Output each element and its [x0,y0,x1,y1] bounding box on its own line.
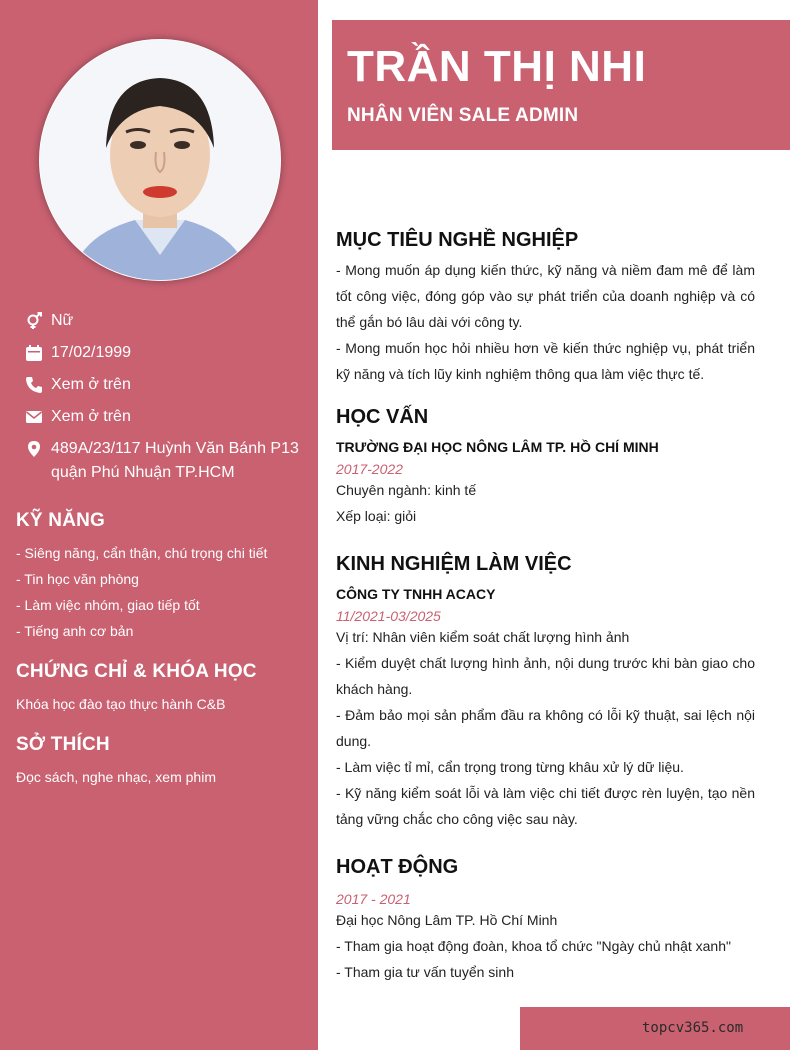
contact-address [24,437,314,485]
email-icon [24,405,44,429]
experience-line: - Làm việc tỉ mỉ, cẩn trọng trong từng khâu xử lý dữ liệu. [336,759,684,775]
skill-item: - Tiếng anh cơ bản [16,623,134,639]
sidebar [0,0,318,1050]
activities-line: Đại học Nông Lâm TP. Hồ Chí Minh [336,912,558,928]
skills-section [16,510,306,644]
contact-address-text: 489A/23/117 Huỳnh Văn Bánh P13 quận Phú Nhuận TP.HCM [51,440,299,481]
objective-section [336,229,755,387]
location-icon [24,437,44,461]
footer-site: topcv365.com [642,1020,744,1036]
hobbies-section [16,734,306,790]
education-title: HỌC VẤN [336,406,429,428]
experience-line: - Kỹ năng kiểm soát lỗi và làm việc chi tiết được rèn luyện, tạo nền tảng vững chắc cho công việc sau này. [336,785,755,827]
activities-line: - Tham gia hoạt động đoàn, khoa tổ chức "Ngày chủ nhật xanh" [336,938,731,954]
activities-section [336,856,755,985]
education-line: Xếp loại: giỏi [336,508,417,524]
contact-gender [24,309,314,333]
contact-phone-text: Xem ở trên [51,376,131,393]
portrait-photo [40,40,280,280]
skills-title: KỸ NĂNG [16,510,106,531]
skill-item: - Tin học văn phòng [16,571,139,587]
certificates-section [16,661,306,717]
activities-title: HOẠT ĐỘNG [336,856,459,878]
hobby-item: Đọc sách, nghe nhạc, xem phim [16,769,216,785]
experience-line: - Đảm bảo mọi sản phẩm đầu ra không có lỗi kỹ thuật, sai lệch nội dung. [336,707,755,749]
contact-email [24,405,314,429]
footer-banner [520,1007,790,1050]
contact-email-text: Xem ở trên [51,408,131,425]
avatar [39,39,281,281]
experience-company: CÔNG TY TNHH ACACY [336,586,496,602]
objective-line: - Mong muốn học hỏi nhiều hơn về kiến thức nghiệp vụ, phát triển kỹ năng và tích lũy kinh nghiệm thông qua làm việc thực tế. [336,340,755,382]
contact-list [24,309,314,493]
calendar-icon [24,341,44,365]
activities-date: 2017 - 2021 [336,891,411,907]
gender-icon [24,309,44,333]
certificate-item: Khóa học đào tạo thực hành C&B [16,696,226,712]
header-banner [332,20,790,150]
contact-phone [24,373,314,397]
candidate-role: NHÂN VIÊN SALE ADMIN [347,105,579,126]
candidate-name: TRẦN THỊ NHI [347,42,647,91]
contact-gender-text: Nữ [51,312,74,329]
activities-line: - Tham gia tư vấn tuyển sinh [336,964,514,980]
phone-icon [24,373,44,397]
skill-item: - Làm việc nhóm, giao tiếp tốt [16,597,200,613]
education-section [336,406,755,529]
experience-date: 11/2021-03/2025 [336,608,441,624]
skill-item: - Siêng năng, cẩn thận, chú trọng chi tiết [16,545,268,561]
experience-title: KINH NGHIỆM LÀM VIỆC [336,553,572,575]
education-school: TRƯỜNG ĐẠI HỌC NÔNG LÂM TP. HỒ CHÍ MINH [336,439,659,455]
hobbies-title: SỞ THÍCH [16,734,110,755]
experience-line: - Kiểm duyệt chất lượng hình ảnh, nội dung trước khi bàn giao cho khách hàng. [336,655,755,697]
contact-birthday-text: 17/02/1999 [51,344,132,361]
certificates-title: CHỨNG CHỈ & KHÓA HỌC [16,661,257,682]
objective-title: MỤC TIÊU NGHỀ NGHIỆP [336,229,579,251]
experience-section [336,553,755,832]
experience-line: Vị trí: Nhân viên kiểm soát chất lượng hình ảnh [336,629,630,645]
education-date: 2017-2022 [336,461,403,477]
contact-birthday [24,341,314,365]
education-line: Chuyên ngành: kinh tế [336,482,477,498]
objective-line: - Mong muốn áp dụng kiến thức, kỹ năng và niềm đam mê để làm tốt công việc, đóng góp vào sự phát triển của doanh nghiệp và có thể gắn bó lâu dài với công ty. [336,262,755,330]
